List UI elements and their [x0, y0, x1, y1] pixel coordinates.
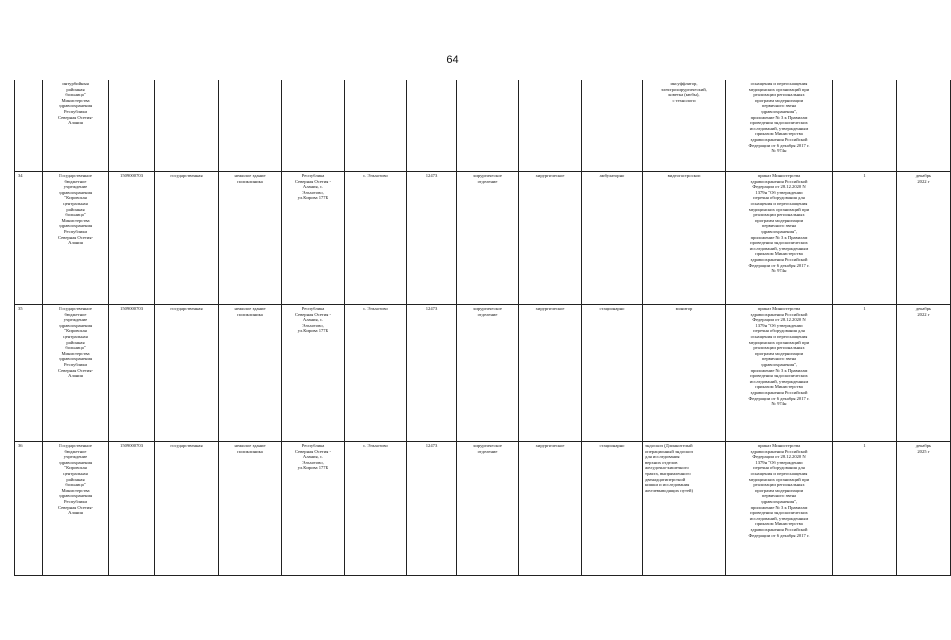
cell-quantity: 1: [833, 305, 897, 442]
cell-conditions: амбулаторно: [582, 172, 643, 305]
cell-conditions: стационарно: [582, 305, 643, 442]
cell-equipment: инсуффлятор, электрохирургический, коветка (кюбы), с технологи: [643, 80, 726, 172]
cell-deadline: декабрь 2022 г: [897, 172, 951, 305]
cell-quantity: 1: [833, 442, 897, 576]
cell-oktmo: 12473: [407, 305, 457, 442]
cell-code: [109, 80, 155, 172]
cell-building: нежилое здание поликлиника: [219, 305, 282, 442]
cell-deadline: декабрь 2022 г: [897, 305, 951, 442]
table-row: [15, 305, 951, 442]
cell-organization: Государственное бюджетное учреждение здравоохранения "Кировская центральная районная больница" Министерства здравоохранения Республики Северная Осетия- Алания: [43, 442, 109, 576]
cell-conditions: [582, 80, 643, 172]
cell-quantity: [833, 80, 897, 172]
cell-equipment: монитор: [643, 305, 726, 442]
document-sheet: [14, 80, 932, 572]
cell-building: нежилое здание поликлиника: [219, 172, 282, 305]
cell-quantity: 1: [833, 172, 897, 305]
table-row: [15, 442, 951, 576]
cell-ownership: государственная: [155, 442, 219, 576]
equipment-table: [14, 80, 951, 576]
cell-address: Республика Северная Осетия - Алания, с. Эльхотово, ул.Кирова 177Б: [282, 305, 345, 442]
cell-deadline: [897, 80, 951, 172]
cell-number: 34: [15, 172, 43, 305]
cell-code: 1509000703: [109, 305, 155, 442]
cell-building: нежилое здание поликлиника: [219, 442, 282, 576]
cell-basis: оснащения и переоснащения медицинских организаций при реализации региональных программ модернизации первичного звена здравоохранения", приложение № 3 к Правилам проведения эндоскопических исследований, утвержденным приказом Министерства здравоохранения Российской Федерации от 6 декабря 2017 г. № 974н: [726, 80, 833, 172]
cell-address: Республика Северная Осетия - Алания, с. Эльхотово, ул.Кирова 177Б: [282, 442, 345, 576]
cell-oktmo: 12473: [407, 442, 457, 576]
cell-address: Республика Северная Осетия - Алания, с. Эльхотово, ул.Кирова 177Б: [282, 172, 345, 305]
table-row-continued: [15, 80, 951, 172]
cell-number: 36: [15, 442, 43, 576]
cell-basis: приказ Министерства здравоохранения Российской Федерации от 28.12.2020 N 1379н "Об утверждении перечня оборудования для оснащения и переоснащения медицинских организаций при реализации региональных программ модернизации первичного звена здравоохранения", приложение № 3 к Правилам проведения эндоскопических исследований, утвержденным приказом Министерства здравоохранения Российской Федерации от 6 декабря 2017 г. № 974н: [726, 172, 833, 305]
cell-settlement: с. Эльхотово: [345, 305, 407, 442]
cell-settlement: [345, 80, 407, 172]
cell-profile: [519, 80, 582, 172]
cell-deadline: декабрь 2025 г: [897, 442, 951, 576]
cell-profile: хирургическое: [519, 172, 582, 305]
cell-address: [282, 80, 345, 172]
cell-conditions: стационарно: [582, 442, 643, 576]
cell-department: хирургическое отделение: [457, 172, 519, 305]
cell-equipment: видеогастроскоп: [643, 172, 726, 305]
cell-basis: приказ Министерства здравоохранения Российской Федерации от 28.12.2020 N 1379н "Об утверждении перечня оборудования для оснащения и переоснащения медицинских организаций при реализации региональных программ модернизации первичного звена здравоохранения", приложение № 3 к Правилам проведения эндоскопических исследований, утвержденным приказом Министерства здравоохранения Российской Федерации от 6 декабря 2017 г.: [726, 442, 833, 576]
table-row: [15, 172, 951, 305]
cell-organization: интурбийныя районная больница" Министерства здравоохранения Республики Северная Осетия- Алания: [43, 80, 109, 172]
cell-building: [219, 80, 282, 172]
cell-profile: хирургическое: [519, 305, 582, 442]
cell-equipment: эндоскоп (Длиннотелый операционный эндоскоп для исследования верхних отделов желудочно-кишечного тракта, выпрямленного двенадцатиперстной кишки и исследования желчевыводящих путей): [643, 442, 726, 576]
cell-department: хирургическое отделение: [457, 305, 519, 442]
cell-settlement: с. Эльхотово: [345, 442, 407, 576]
cell-ownership: [155, 80, 219, 172]
cell-code: 1509000703: [109, 172, 155, 305]
cell-basis: приказ Министерства здравоохранения Российской Федерации от 28.12.2020 N 1379н "Об утверждении перечня оборудования для оснащения и переоснащения медицинских организаций при реализации региональных программ модернизации первичного звена здравоохранения", приложение № 3 к Правилам проведения эндоскопических исследований, утвержденным приказом Министерства здравоохранения Российской Федерации от 6 декабря 2017 г. № 974н: [726, 305, 833, 442]
cell-organization: Государственное бюджетное учреждение здравоохранения "Кировская центральная районная больница" Министерства здравоохранения Республики Северная Осетия- Алания: [43, 305, 109, 442]
cell-oktmo: [407, 80, 457, 172]
cell-department: [457, 80, 519, 172]
cell-code: 1509000703: [109, 442, 155, 576]
cell-ownership: государственная: [155, 305, 219, 442]
page-number: 64: [446, 54, 459, 66]
cell-department: хирургическое отделение: [457, 442, 519, 576]
cell-ownership: государственная: [155, 172, 219, 305]
cell-organization: Государственное бюджетное учреждение здравоохранения "Кировская центральная районная больница" Министерства здравоохранения Республики Северная Осетия- Алания: [43, 172, 109, 305]
cell-settlement: с. Эльхотово: [345, 172, 407, 305]
cell-number: 35: [15, 305, 43, 442]
cell-profile: хирургическое: [519, 442, 582, 576]
cell-oktmo: 12473: [407, 172, 457, 305]
cell-number: [15, 80, 43, 172]
